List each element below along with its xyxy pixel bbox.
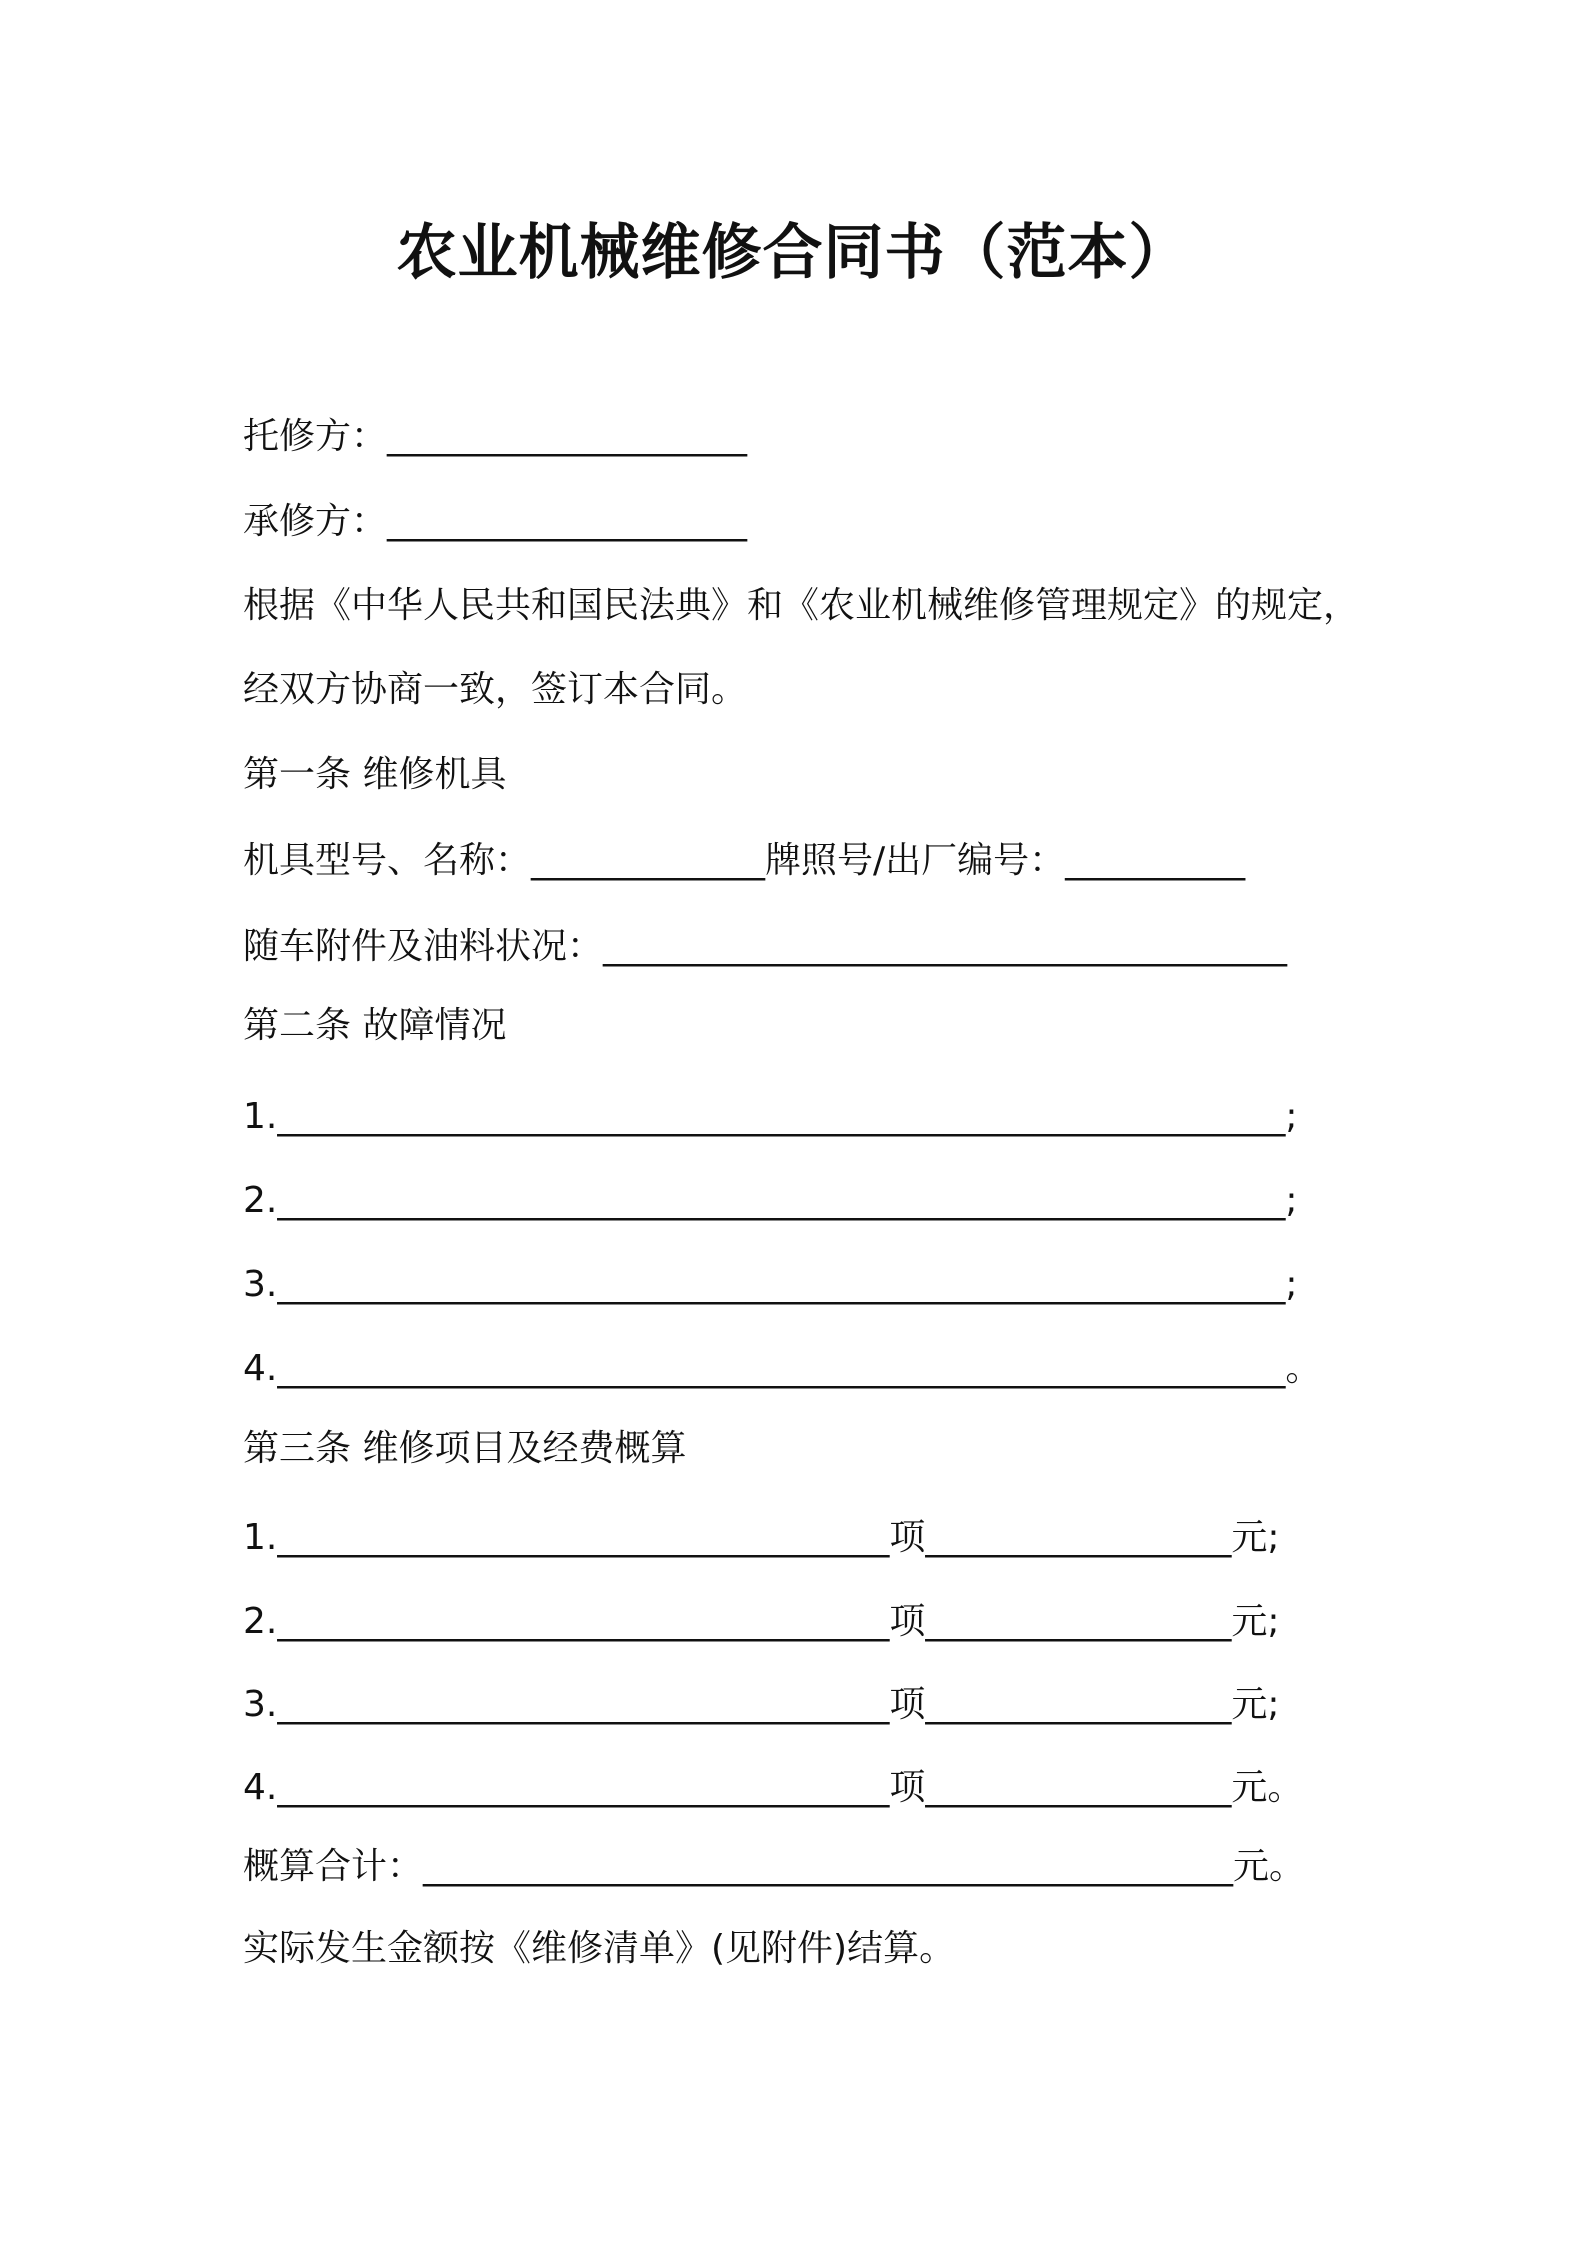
article-1-heading: 第一条 维修机具 [243,754,507,795]
fault-item-2: 2.________________________________________________________; [243,1180,1298,1221]
accessories-field: 随车附件及油料状况：______________________________________ [243,926,1288,967]
repair-party-field: 承修方：____________________ [243,501,748,542]
preamble-line-1: 根据《中华人民共和国民法典》和《农业机械维修管理规定》的规定， [243,585,1360,626]
fault-item-4: 4.________________________________________________________。 [243,1348,1322,1389]
settlement-note: 实际发生金额按《维修清单》(见附件)结算。 [243,1928,956,1969]
article-2-heading: 第二条 故障情况 [243,1005,507,1046]
article-3-heading: 第三条 维修项目及经费概算 [243,1428,687,1469]
repair-item-4: 4.__________________________________项_________________元。 [243,1767,1304,1808]
client-party-field: 托修方：____________________ [243,416,748,457]
machine-model-field: 机具型号、名称：_____________牌照号/出厂编号：__________ [243,840,1246,881]
estimate-total-field: 概算合计：_____________________________________________元。 [243,1846,1306,1887]
repair-item-3: 3.__________________________________项_________________元; [243,1684,1280,1725]
document-title: 农业机械维修合同书（范本） [396,218,1190,288]
repair-item-1: 1.__________________________________项_________________元; [243,1517,1280,1558]
preamble-line-2: 经双方协商一致，签订本合同。 [243,669,748,710]
repair-item-2: 2.__________________________________项_________________元; [243,1601,1280,1642]
fault-item-3: 3.________________________________________________________; [243,1264,1298,1305]
fault-item-1: 1.________________________________________________________; [243,1096,1298,1137]
